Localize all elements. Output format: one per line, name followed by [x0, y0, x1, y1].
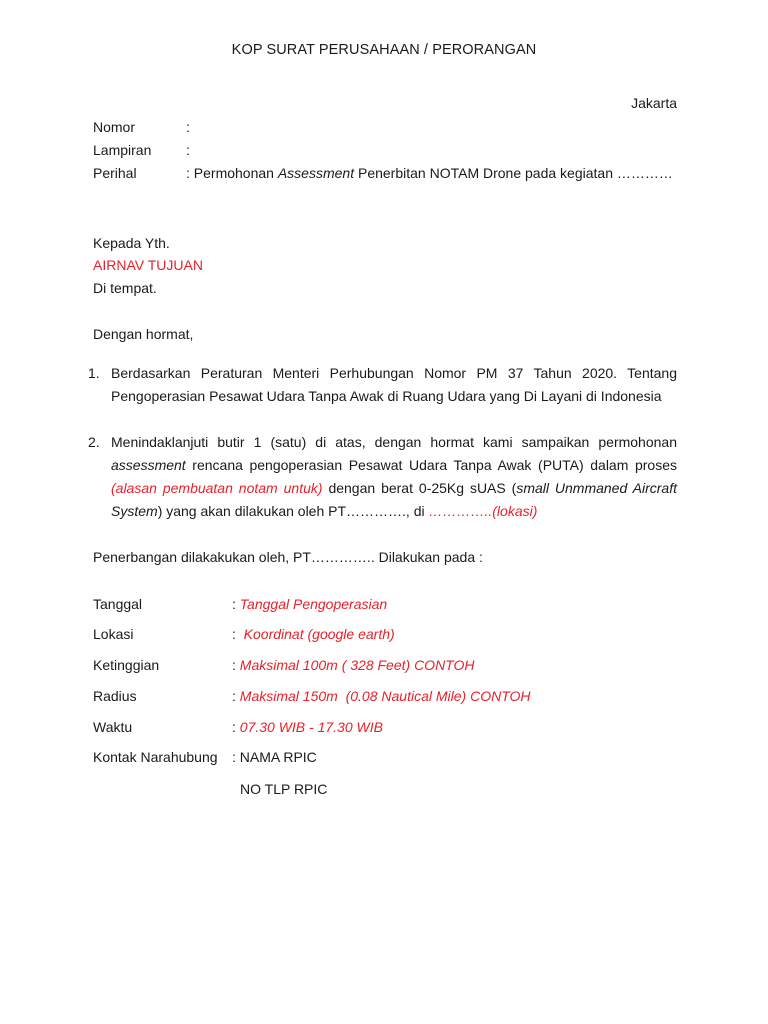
city-label: Jakarta [631, 95, 677, 111]
salutation: Dengan hormat, [93, 326, 194, 342]
nomor-value: : [186, 119, 190, 135]
point-2-line-4: System) yang akan dilakukan oleh PT…………., di …………..(lokasi) [111, 503, 538, 519]
detail-label-tanggal: Tanggal [93, 596, 143, 612]
detail-value-ketinggian: : Maksimal 100m ( 328 Feet) CONTOH [232, 657, 475, 673]
nomor-label: Nomor [93, 119, 136, 135]
detail-label-waktu: Waktu [93, 719, 133, 735]
detail-value-radius: : Maksimal 150m (0.08 Nautical Mile) CONTOH [232, 688, 531, 704]
contact-phone: NO TLP RPIC [240, 781, 328, 797]
point-2-number: 2. [88, 434, 100, 450]
point-2-line-1: Menindaklanjuti butir 1 (satu) di atas, dengan hormat kami sampaikan permohonan [111, 434, 677, 450]
detail-value-lokasi: : Koordinat (google earth) [232, 626, 395, 642]
point-1-line-1: Berdasarkan Peraturan Menteri Perhubungan Nomor PM 37 Tahun 2020. Tentang [111, 365, 677, 381]
flight-operator-line: Penerbangan dilakakukan oleh, PT………….. Dilakukan pada : [93, 549, 483, 565]
letterhead-title: KOP SURAT PERUSAHAAN / PERORANGAN [231, 42, 537, 58]
detail-value-tanggal: : Tanggal Pengoperasian [232, 596, 388, 612]
point-2-line-2: assessment rencana pengoperasian Pesawat Udara Tanpa Awak (PUTA) dalam proses [111, 457, 677, 473]
contact-name: : NAMA RPIC [232, 749, 317, 765]
recipient-place: Di tempat. [93, 280, 157, 296]
perihal-label: Perihal [93, 165, 137, 181]
point-1-line-2: Pengoperasian Pesawat Udara Tanpa Awak di Ruang Udara yang Di Layani di Indonesia [111, 388, 662, 404]
recipient-greeting: Kepada Yth. [93, 235, 170, 251]
lampiran-value: : [186, 142, 190, 158]
lampiran-label: Lampiran [93, 142, 152, 158]
detail-label-lokasi: Lokasi [93, 626, 134, 642]
point-2-line-3: (alasan pembuatan notam untuk) dengan berat 0-25Kg sUAS (small Unmmaned Aircraft [111, 480, 677, 496]
recipient-name: AIRNAV TUJUAN [93, 257, 203, 273]
detail-label-radius: Radius [93, 688, 137, 704]
contact-label: Kontak Narahubung [93, 749, 218, 765]
point-1-number: 1. [88, 365, 100, 381]
detail-label-ketinggian: Ketinggian [93, 657, 160, 673]
perihal-value: : Permohonan Assessment Penerbitan NOTAM Drone pada kegiatan ………… [186, 165, 673, 181]
detail-value-waktu: : 07.30 WIB - 17.30 WIB [232, 719, 383, 735]
